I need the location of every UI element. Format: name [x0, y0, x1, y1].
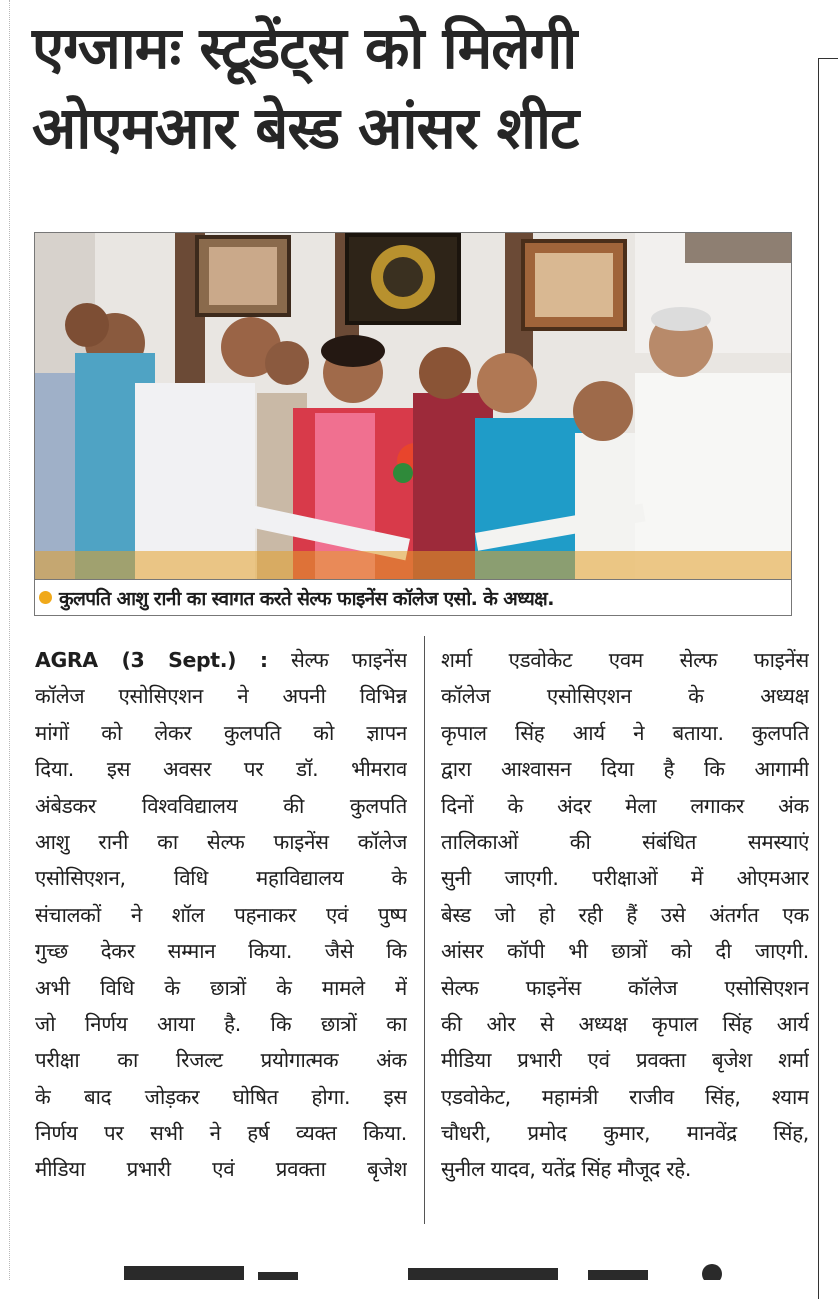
body-line: मांगों को लेकर कुलपति को ज्ञापन — [35, 720, 407, 745]
body-line: दिया. इस अवसर पर डॉ. भीमराव — [35, 757, 407, 782]
body-line: सुनील यादव, यतेंद्र सिंह मौजूद रहे. — [441, 1157, 692, 1182]
body-line: सेल्फ फाइनेंस कॉलेज एसोसिएशन — [441, 975, 809, 1000]
body-line: निर्णय पर सभी ने हर्ष व्यक्त किया. — [35, 1121, 407, 1146]
body-line: तालिकाओं की संबंधित समस्याएं — [441, 829, 809, 854]
article-column-2 — [441, 642, 809, 1188]
body-line: कृपाल सिंह आर्य ने बताया. कुलपति — [441, 720, 809, 745]
adjacent-column-frame — [818, 58, 838, 1299]
photo-caption — [34, 580, 792, 616]
next-article-headline-fragment — [28, 1248, 808, 1280]
article-column-1 — [35, 642, 407, 1188]
body-line: एडवोकेट, महामंत्री राजीव सिंह, श्याम — [441, 1084, 809, 1109]
body-line: जो निर्णय आया है. कि छात्रों का — [35, 1011, 407, 1036]
headline — [32, 8, 812, 168]
body-line: गुच्छ देकर सम्मान किया. जैसे कि — [35, 939, 407, 964]
body-line: के बाद जोड़कर घोषित होगा. इस — [35, 1084, 407, 1109]
body-line: संचालकों ने शॉल पहनाकर एवं पुष्प — [35, 902, 407, 927]
body-line: अभी विधि के छात्रों के मामले में — [35, 975, 407, 1000]
dateline: AGRA (3 Sept.) : — [35, 648, 268, 672]
body-line: कॉलेज एसोसिएशन ने अपनी विभिन्न — [35, 684, 407, 709]
body-line: द्वारा आश्वासन दिया है कि आगामी — [441, 757, 809, 782]
body-line: अंबेडकर विश्वविद्यालय की कुलपति — [35, 793, 407, 818]
body-line: कॉलेज एसोसिएशन के अध्यक्ष — [441, 684, 809, 709]
body-line: परीक्षा का रिजल्ट प्रयोगात्मक अंक — [35, 1048, 407, 1073]
body-line: आशु रानी का सेल्फ फाइनेंस कॉलेज — [35, 829, 407, 854]
column-divider — [424, 636, 425, 1224]
caption-text: कुलपति आशु रानी का स्वागत करते सेल्फ फाइनेंस कॉलेज एसो. के अध्यक्ष. — [59, 587, 554, 610]
body-line: एसोसिएशन, विधि महाविद्यालय के — [35, 866, 407, 891]
left-column-rule — [9, 0, 10, 1280]
body-line: सुनी जाएगी. परीक्षाओं में ओएमआर — [441, 866, 809, 891]
body-line: दिनों के अंदर मेला लगाकर अंक — [441, 793, 809, 818]
bullet-dot-icon — [39, 591, 52, 604]
body-line: बेस्ड जो हो रही हैं उसे अंतर्गत एक — [441, 902, 809, 927]
body-line: मीडिया प्रभारी एवं प्रवक्ता बृजेश — [35, 1157, 407, 1182]
headline-line-2: ओएमआर बेस्ड आंसर शीट — [32, 94, 579, 162]
body-line: चौधरी, प्रमोद कुमार, मानवेंद्र सिंह, — [441, 1121, 809, 1146]
body-line: AGRA (3 Sept.) : सेल्फ फाइनेंस — [35, 648, 407, 672]
body-line: की ओर से अध्यक्ष कृपाल सिंह आर्य — [441, 1011, 809, 1036]
news-photo — [34, 232, 792, 580]
body-line: शर्मा एडवोकेट एवम सेल्फ फाइनेंस — [441, 648, 809, 672]
body-line: मीडिया प्रभारी एवं प्रवक्ता बृजेश शर्मा — [441, 1048, 809, 1073]
body-line: आंसर कॉपी भी छात्रों को दी जाएगी. — [441, 939, 809, 964]
headline-line-1: एग्जामः स्टूडेंट्स को मिलेगी — [32, 14, 577, 82]
